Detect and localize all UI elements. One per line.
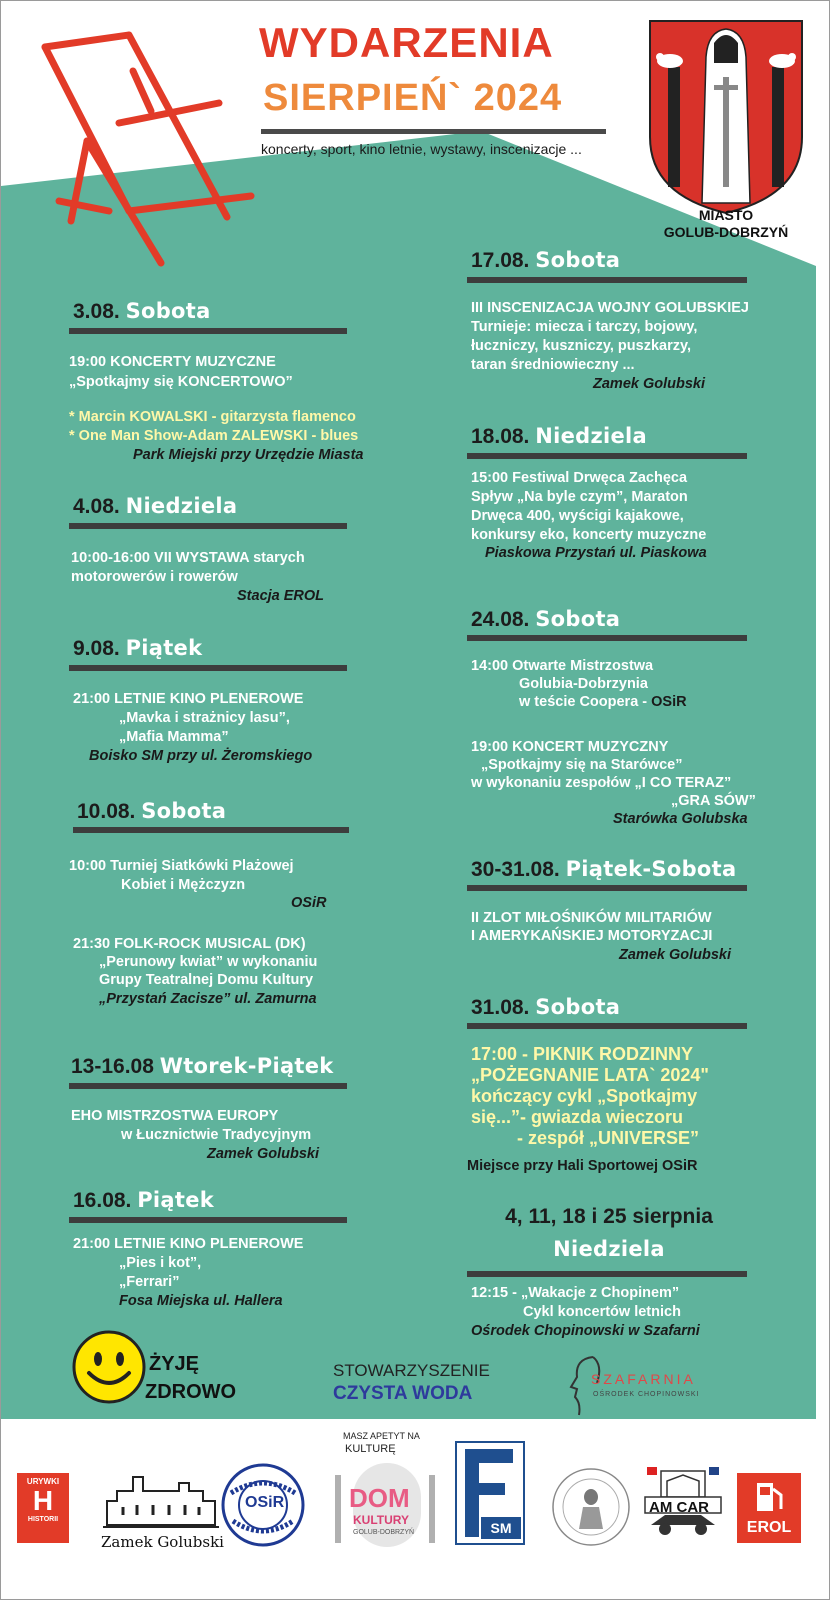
event-line: 14:00 Otwarte Mistrzostwa xyxy=(471,658,654,674)
event-line: łuczniczy, kuszniczy, puszkarzy, xyxy=(471,338,691,354)
day-heading xyxy=(467,1204,751,1230)
day-name: Sobota xyxy=(535,995,621,1019)
day-name: Niedziela xyxy=(125,494,238,518)
event-line: w wykonaniu zespołów „I CO TERAZ” xyxy=(471,775,732,791)
section-rule xyxy=(467,453,747,459)
event-line xyxy=(471,1085,697,1108)
event-location: Zamek Golubski xyxy=(207,1146,320,1162)
day-date: 31.08. xyxy=(471,996,530,1019)
day-heading xyxy=(471,994,620,1021)
day-heading xyxy=(73,1187,214,1214)
event-location: Boisko SM przy ul. Żeromskiego xyxy=(89,748,313,764)
sm-text: SM xyxy=(481,1517,521,1539)
section-rule xyxy=(69,1217,347,1223)
event-line xyxy=(471,1043,693,1066)
knife-icon xyxy=(429,1475,435,1543)
event-line xyxy=(519,693,687,712)
day-date: 4, 11, 18 i 25 sierpnia xyxy=(505,1205,713,1228)
event-line: 15:00 Festiwal Drwęca Zachęca xyxy=(471,470,688,486)
event-text: w teście Coopera - xyxy=(519,694,652,710)
highlight-text: się...”- gwiazda wieczoru xyxy=(471,1107,684,1127)
h-letter-icon: H xyxy=(32,1485,54,1516)
event-line: 10:00 Turniej Siatkówki Plażowej xyxy=(69,858,294,874)
day-heading xyxy=(471,247,620,274)
day-date: 3.08. xyxy=(73,300,120,323)
event-location: OSiR xyxy=(291,895,327,911)
fork-icon xyxy=(335,1475,341,1543)
sm-bar-icon xyxy=(479,1483,505,1495)
event-location: Ośrodek Chopinowski w Szafarni xyxy=(471,1323,700,1339)
section-rule xyxy=(69,328,347,334)
day-heading xyxy=(73,635,202,662)
zamek-golubski-text: Zamek Golubski xyxy=(101,1533,224,1551)
highlight-text: 17:00 - PIKNIK RODZINNY xyxy=(471,1044,694,1064)
historii-text: HISTORII xyxy=(27,1516,59,1523)
event-line: „Ferrari” xyxy=(119,1274,180,1290)
day-date: 30-31.08. xyxy=(471,858,560,881)
event-line: II ZLOT MIŁOŚNIKÓW MILITARIÓW xyxy=(471,910,712,926)
event-line: „Spotkajmy się KONCERTOWO” xyxy=(69,374,293,390)
stamp-seal-icon xyxy=(551,1467,631,1547)
event-line: konkursy eko, koncerty muzyczne xyxy=(471,527,707,543)
day-name: Sobota xyxy=(535,607,621,631)
dom-kultury-tagline-2: KULTURĘ xyxy=(345,1443,396,1455)
event-line: 21:00 LETNIE KINO PLENEROWE xyxy=(73,1236,304,1252)
section-rule xyxy=(73,827,349,833)
section-rule xyxy=(69,1083,347,1089)
event-line xyxy=(471,1064,709,1087)
event-line: „Mavka i strażnicy lasu”, xyxy=(119,710,290,726)
section-rule xyxy=(69,665,347,671)
event-line xyxy=(517,1127,699,1150)
day-heading xyxy=(73,493,237,520)
osir-text: OSiR xyxy=(245,1494,285,1511)
zdrowo-text: ZDROWO xyxy=(145,1381,237,1403)
section-rule xyxy=(467,885,747,891)
section-rule xyxy=(467,635,747,641)
event-line: w Łucznictwie Tradycyjnym xyxy=(121,1127,312,1143)
day-name: Sobota xyxy=(535,248,621,272)
sm-logo xyxy=(455,1441,525,1545)
highlight-text: - zespół „UNIVERSE” xyxy=(517,1128,700,1148)
event-line xyxy=(471,1106,683,1129)
event-line xyxy=(69,427,358,446)
day-date: 16.08. xyxy=(73,1189,132,1212)
day-name: Niedziela xyxy=(535,424,648,448)
event-location: Miejsce przy Hali Sportowej OSiR xyxy=(467,1158,698,1174)
day-name: Piątek xyxy=(137,1188,215,1212)
smiley-icon xyxy=(71,1329,147,1405)
day-name: Sobota xyxy=(141,799,227,823)
event-line: „Perunowy kwiat” w wykonaniu xyxy=(99,954,318,970)
event-line: 12:15 - „Wakacje z Chopinem” xyxy=(471,1285,680,1301)
event-line: Golubia-Dobrzynia xyxy=(519,676,648,692)
event-line: „Spotkajmy się na Starówce” xyxy=(481,757,683,773)
day-heading xyxy=(73,298,211,325)
osir-text: OSiR xyxy=(651,694,687,710)
day-heading xyxy=(71,1053,334,1080)
event-line: 19:00 KONCERT MUZYCZNY xyxy=(471,739,669,755)
event-location: Starówka Golubska xyxy=(613,811,748,827)
day-date: 4.08. xyxy=(73,495,120,518)
event-line: Drwęca 400, wyścigi kajakowe, xyxy=(471,508,684,524)
event-location: Piaskowa Przystań ul. Piaskowa xyxy=(485,545,707,561)
event-line: „Pies i kot”, xyxy=(119,1255,202,1271)
stowarzyszenie-text: STOWARZYSZENIE xyxy=(333,1361,490,1380)
dom-text: DOM xyxy=(349,1483,410,1513)
event-location: Stacja EROL xyxy=(237,588,325,604)
castle-icon xyxy=(103,1463,219,1529)
day-heading xyxy=(467,1236,751,1263)
event-line xyxy=(69,408,356,427)
event-line: 21:00 LETNIE KINO PLENEROWE xyxy=(73,691,304,707)
day-date: 18.08. xyxy=(471,425,530,448)
sm-bar-icon xyxy=(479,1449,513,1463)
page-title-line1: WYDARZENIA xyxy=(259,19,554,66)
event-location: Fosa Miejska ul. Hallera xyxy=(119,1293,283,1309)
event-line: 19:00 KONCERTY MUZYCZNE xyxy=(69,354,276,370)
event-line: Grupy Teatralnej Domu Kultury xyxy=(99,972,314,988)
kultury-text: KULTURY xyxy=(353,1513,409,1527)
golub-dobrzyn-small: GOLUB-DOBRZYŃ xyxy=(353,1529,415,1536)
day-name: Piątek-Sobota xyxy=(565,857,737,881)
highlight-text: kończący cykl „Spotkajmy xyxy=(471,1086,698,1106)
crest-label-line2: GOLUB-DOBRZYŃ xyxy=(663,224,789,240)
day-name: Piątek xyxy=(125,636,203,660)
day-date: 17.08. xyxy=(471,249,530,272)
page-subtitle: koncerty, sport, kino letnie, wystawy, inscenizacje ... xyxy=(261,141,582,157)
crest-label xyxy=(641,207,811,241)
event-location: Park Miejski przy Urzędzie Miasta xyxy=(133,447,364,463)
sm-bar-icon xyxy=(465,1449,479,1537)
page-title-line2: SIERPIEŃ` 2024 xyxy=(263,77,563,119)
section-rule xyxy=(467,1023,747,1029)
event-line: Kobiet i Mężczyzn xyxy=(121,877,246,893)
event-line: III INSCENIZACJA WOJNY GOLUBSKIEJ xyxy=(471,300,749,316)
event-line: EHO MISTRZOSTWA EUROPY xyxy=(71,1108,279,1124)
day-heading xyxy=(471,856,736,883)
event-line: „GRA SÓW” xyxy=(671,793,756,809)
event-line: 21:30 FOLK-ROCK MUSICAL (DK) xyxy=(73,936,306,952)
event-line: Spływ „Na byle czym”, Maraton xyxy=(471,489,688,505)
section-rule xyxy=(467,1271,747,1277)
urywki-text: URYWKI xyxy=(26,1477,60,1486)
urywki-historii-logo xyxy=(17,1473,69,1543)
czysta-woda-text: CZYSTA WODA xyxy=(333,1383,473,1404)
day-date: 13-16.08 xyxy=(71,1055,154,1078)
erol-text: EROL xyxy=(746,1519,792,1536)
day-name: Niedziela xyxy=(553,1237,665,1261)
section-rule xyxy=(467,277,747,283)
event-line: Cykl koncertów letnich xyxy=(523,1304,681,1320)
zyje-text: ŻYJĘ xyxy=(149,1353,200,1375)
city-crest-icon xyxy=(646,17,806,217)
day-date: 10.08. xyxy=(77,800,136,823)
event-location: Zamek Golubski xyxy=(619,947,732,963)
szafarnia-text: SZAFARNIA xyxy=(591,1371,696,1387)
event-line: taran średniowieczny ... xyxy=(471,357,635,373)
day-name: Wtorek-Piątek xyxy=(159,1054,334,1078)
day-date: 9.08. xyxy=(73,637,120,660)
section-rule xyxy=(69,523,347,529)
event-location: „Przystań Zacisze” ul. Zamurna xyxy=(99,991,317,1007)
event-line: motorowerów i rowerów xyxy=(71,569,238,585)
event-line: 10:00-16:00 VII WYSTAWA starych xyxy=(71,550,305,566)
performer-text: * Marcin KOWALSKI - gitarzysta flamenco xyxy=(69,409,356,425)
day-date: 24.08. xyxy=(471,608,530,631)
day-heading xyxy=(471,423,647,450)
title-underline xyxy=(261,129,606,134)
fuel-pump-icon xyxy=(755,1479,785,1515)
event-line: I AMERYKAŃSKIEJ MOTORYZACJI xyxy=(471,928,713,944)
crest-label-line1: MIASTO xyxy=(698,207,754,223)
day-name: Sobota xyxy=(125,299,211,323)
performer-text: * One Man Show-Adam ZALEWSKI - blues xyxy=(69,428,359,444)
event-location: Zamek Golubski xyxy=(593,376,706,392)
day-heading xyxy=(77,798,226,825)
amcar-text: AM CAR xyxy=(649,1499,709,1516)
erol-logo xyxy=(737,1473,801,1543)
event-line: „Mafia Mamma” xyxy=(119,729,229,745)
day-heading xyxy=(471,606,620,633)
event-line: Turnieje: miecza i tarczy, bojowy, xyxy=(471,319,698,335)
dom-kultury-tagline-1: MASZ APETYT NA xyxy=(343,1431,420,1441)
highlight-text: „POŻEGNANIE LATA` 2024" xyxy=(471,1065,709,1085)
szafarnia-subtext: OŚRODEK CHOPINOWSKI xyxy=(593,1391,700,1398)
